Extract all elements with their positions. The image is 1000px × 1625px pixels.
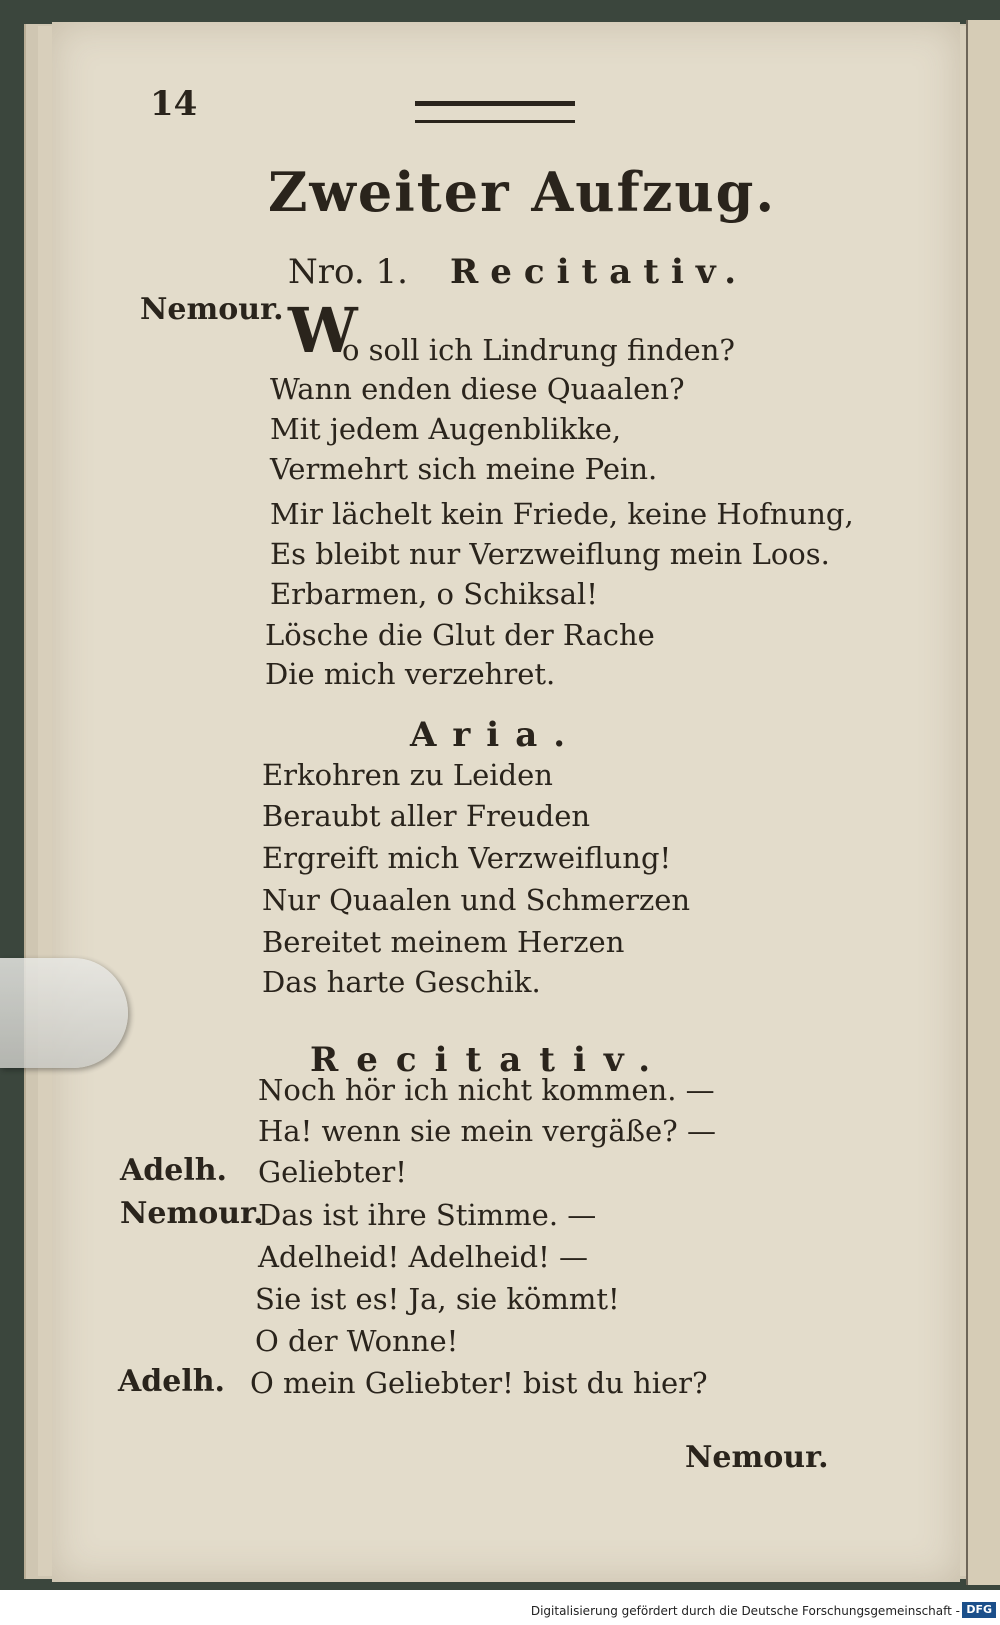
verse-line: Mit jedem Augenblikke, [270,412,622,446]
speaker-adelh: Adelh. [118,1364,225,1399]
verse-line: O mein Geliebter! bist du hier? [250,1366,708,1400]
verse-line: Lösche die Glut der Rache [265,618,655,652]
speaker-adelh: Adelh. [120,1153,227,1188]
verse-line: Sie ist es! Ja, sie kömmt! [255,1282,620,1316]
footer-bar [0,1590,1000,1625]
verse-line: Nur Quaalen und Schmerzen [262,883,691,917]
verse-line: Ha! wenn sie mein vergäße? — [258,1114,716,1148]
verse-line: Wann enden diese Quaalen? [270,372,685,406]
next-page-edge [966,20,1000,1585]
verse-line: Geliebter! [258,1155,407,1189]
act-title: Zweiter Aufzug. [268,160,777,224]
footer-credit: Digitalisierung gefördert durch die Deutsche Forschungsgemeinschaft - [530,1604,960,1618]
verse-line: Noch hör ich nicht kommen. — [258,1073,715,1107]
speaker-nemour: Nemour. [120,1196,264,1231]
section-heading-aria: Aria. [410,715,582,755]
verse-line: o soll ich Lindrung finden? [342,333,735,367]
section-heading-recitativ-2: Recitativ. [310,1040,669,1080]
verse-line: Mir lächelt kein Friede, keine Hofnung, [270,497,854,531]
verse-line: Erkohren zu Leiden [262,758,553,792]
page-clip [0,958,128,1068]
verse-line: Das harte Geschik. [262,965,541,999]
verse-line: Adelheid! Adelheid! — [258,1240,588,1274]
verse-line: Die mich verzehret. [265,657,556,691]
verse-line: Bereitet meinem Herzen [262,925,625,959]
header-rule [415,101,575,123]
section-heading-recitativ-1: Recitativ. [450,252,749,292]
verse-line: Es bleibt nur Verzweiflung mein Loos. [270,537,830,571]
catchword: Nemour. [685,1440,829,1475]
speaker-nemour: Nemour. [140,292,284,327]
page-number: 14 [150,84,198,124]
verse-line: Ergreift mich Verzweiflung! [262,841,672,875]
verse-line: O der Wonne! [255,1324,459,1358]
verse-line: Erbarmen, o Schiksal! [270,577,598,611]
verse-line: Das ist ihre Stimme. — [258,1198,597,1232]
number-label: Nro. 1. [288,252,408,292]
drop-capital: W [288,294,358,367]
verse-line: Beraubt aller Freuden [262,799,591,833]
dfg-logo: DFG [962,1602,996,1618]
verse-line: Vermehrt sich meine Pein. [270,452,658,486]
